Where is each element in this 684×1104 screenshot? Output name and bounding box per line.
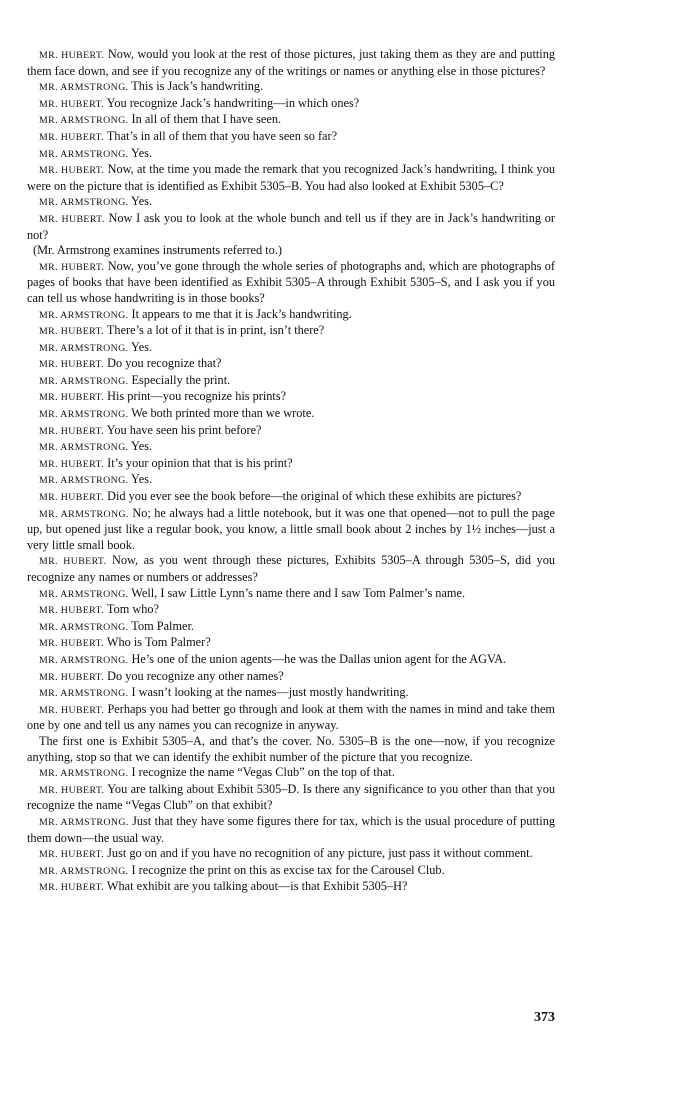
speaker-name: MR. HUBERT.: [39, 458, 105, 470]
speaker-name: MR. HUBERT.: [39, 784, 105, 796]
speaker-name: MR. ARMSTRONG.: [39, 375, 129, 387]
paragraph-text: Tom Palmer.: [128, 618, 194, 633]
transcript-paragraph: [27, 406, 555, 423]
speaker-name: MR. HUBERT.: [39, 50, 105, 61]
transcript-paragraph: [27, 129, 555, 146]
transcript-paragraph: [27, 863, 555, 880]
transcript-paragraph: [27, 553, 555, 585]
speaker-name: MR. ARMSTRONG.: [39, 621, 129, 633]
transcript-paragraph: [27, 782, 555, 814]
transcript-paragraph: [27, 79, 555, 96]
speaker-name: MR. ARMSTRONG.: [39, 82, 129, 94]
speaker-name: MR. HUBERT.: [39, 704, 105, 716]
speaker-name: MR. HUBERT.: [39, 98, 105, 110]
paragraph-text: Well, I saw Little Lynn’s name there and I saw Tom Palmer’s name.: [128, 585, 466, 600]
transcript-paragraph: [27, 96, 555, 113]
transcript-paragraph: [27, 879, 555, 896]
paragraph-text: You have seen his print before?: [104, 422, 262, 437]
speaker-name: MR. ARMSTRONG.: [39, 475, 129, 487]
speaker-name: MR. ARMSTRONG.: [39, 768, 129, 780]
paragraph-text: Especially the print.: [128, 372, 231, 387]
transcript-paragraph: [27, 373, 555, 390]
transcript-paragraph: [27, 489, 555, 506]
speaker-name: MR. HUBERT.: [39, 605, 105, 617]
transcript-paragraph: [27, 602, 555, 619]
paragraph-text: Do you recognize any other names?: [104, 668, 284, 683]
transcript-paragraph: [27, 472, 555, 489]
transcript-paragraph: [27, 340, 555, 357]
paragraph-text: Yes.: [128, 472, 153, 487]
transcript-paragraph: [27, 146, 555, 163]
speaker-name: MR. HUBERT.: [39, 556, 107, 568]
paragraph-text: Yes.: [128, 194, 153, 209]
speaker-name: MR. ARMSTRONG.: [39, 508, 129, 520]
transcript-paragraph: [27, 734, 555, 765]
paragraph-text: Who is Tom Palmer?: [104, 635, 211, 650]
speaker-name: MR. ARMSTRONG.: [39, 342, 129, 354]
transcript-paragraph: [27, 211, 555, 243]
transcript-paragraph: [27, 307, 555, 324]
paragraph-text: Yes.: [128, 145, 153, 160]
paragraph-text: Just go on and if you have no recognition of any picture, just pass it without comment.: [104, 846, 533, 861]
paragraph-text: Tom who?: [104, 602, 159, 617]
paragraph-text: I recognize the print on this as excise tax for the Carousel Club.: [128, 862, 445, 877]
paragraph-text: What exhibit are you talking about—is that Exhibit 5305–H?: [104, 879, 408, 894]
paragraph-text: Perhaps you had better go through and look at them with the names in mind and take them one by one and tell us any names you can recognize in anyway.: [27, 701, 555, 733]
transcript-body: [27, 47, 555, 896]
transcript-paragraph: [27, 323, 555, 340]
transcript-paragraph: [27, 765, 555, 782]
paragraph-text: In all of them that I have seen.: [128, 112, 282, 127]
speaker-name: MR. HUBERT.: [39, 638, 105, 650]
speaker-name: MR. HUBERT.: [39, 213, 105, 225]
paragraph-text: We both printed more than we wrote.: [128, 406, 315, 421]
transcript-paragraph: [27, 423, 555, 440]
paragraph-text: Yes.: [128, 439, 153, 454]
transcript-paragraph: [27, 356, 555, 373]
speaker-name: MR. HUBERT.: [39, 261, 105, 273]
speaker-name: MR. ARMSTRONG.: [39, 654, 129, 666]
paragraph-text: Now, at the time you made the remark that you recognized Jack’s handwriting, I think you were on the picture that is identified as Exhibit 5305–B. You had also looked at Exhibit 5305–C?: [27, 162, 555, 193]
transcript-paragraph: [27, 652, 555, 669]
speaker-name: MR. HUBERT.: [39, 492, 105, 504]
speaker-name: MR. ARMSTRONG.: [39, 115, 129, 127]
paragraph-text: Just that they have some figures there for tax, which is the usual procedure of putting them down—the usual way.: [27, 813, 555, 845]
speaker-name: MR. ARMSTRONG.: [39, 197, 129, 209]
speaker-name: MR. HUBERT.: [39, 392, 105, 404]
paragraph-text: It appears to me that it is Jack’s handwriting.: [128, 306, 352, 321]
transcript-paragraph: [27, 389, 555, 406]
speaker-name: MR. ARMSTRONG.: [39, 865, 129, 877]
speaker-name: MR. HUBERT.: [39, 671, 105, 683]
paragraph-text: You are talking about Exhibit 5305–D. Is there any significance to you other than that you recognize the name “Vegas Club” on that exhibit?: [27, 781, 556, 813]
paragraph-text: There’s a lot of it that is in print, isn’t there?: [104, 323, 325, 338]
speaker-name: MR. ARMSTRONG.: [39, 588, 129, 600]
transcript-paragraph: [27, 635, 555, 652]
speaker-name: MR. ARMSTRONG.: [39, 409, 129, 421]
paragraph-text: Did you ever see the book before—the original of which these exhibits are pictures?: [104, 489, 522, 504]
paragraph-text: The first one is Exhibit 5305–A, and that’s the cover. No. 5305–B is the one—now, if you recognize anything, stop so that we can identify the exhibit number of the picture that you recognize.: [27, 733, 555, 764]
paragraph-text: Now, would you look at the rest of those pictures, just taking them as they are and putting them face down, and see if you recognize any of the writings or names or anything else in those pictures?: [27, 47, 555, 78]
paragraph-text: Now I ask you to look at the whole bunch and tell us if they are in Jack’s handwriting or not?: [27, 210, 555, 242]
transcript-paragraph: [27, 619, 555, 636]
transcript-paragraph: [27, 685, 555, 702]
transcript-paragraph: [27, 112, 555, 129]
paragraph-text: I recognize the name “Vegas Club” on the top of that.: [128, 765, 395, 780]
paragraph-text: His print—you recognize his prints?: [104, 389, 287, 404]
paragraph-text: He’s one of the union agents—he was the Dallas union agent for the AGVA.: [128, 651, 507, 666]
speaker-name: MR. HUBERT.: [39, 849, 105, 861]
transcript-paragraph: [27, 814, 555, 846]
speaker-name: MR. ARMSTRONG.: [39, 816, 129, 828]
speaker-name: MR. HUBERT.: [39, 425, 105, 437]
transcript-paragraph: [27, 846, 555, 863]
paragraph-text: That’s in all of them that you have seen so far?: [104, 128, 338, 143]
transcript-paragraph: [27, 506, 555, 554]
speaker-name: MR. HUBERT.: [39, 326, 105, 338]
paragraph-text: It’s your opinion that that is his print?: [104, 455, 293, 470]
paragraph-text: No; he always had a little notebook, but it was one that opened—not to pull the page up, but opened just like a regular book, you know, a little small book about 2 inches by 1½ inches—just a very little small book.: [27, 505, 555, 552]
paragraph-text: (Mr. Armstrong examines instruments referred to.): [33, 243, 282, 258]
transcript-paragraph: [27, 194, 555, 211]
speaker-name: MR. HUBERT.: [39, 359, 105, 371]
page-number: 373: [534, 1010, 555, 1025]
speaker-name: MR. ARMSTRONG.: [39, 688, 129, 700]
transcript-paragraph: [27, 259, 555, 307]
transcript-paragraph: [27, 456, 555, 473]
speaker-name: MR. HUBERT.: [39, 882, 105, 894]
paragraph-text: Now, as you went through these pictures, Exhibits 5305–A through 5305–S, did you recognize any names or numbers or addresses?: [27, 553, 556, 584]
transcript-paragraph: [27, 702, 555, 734]
transcript-paragraph: [27, 439, 555, 456]
speaker-name: MR. ARMSTRONG.: [39, 148, 129, 160]
paragraph-text: Now, you’ve gone through the whole series of photographs and, which are photographs of pages of books that have been identified as Exhibit 5305–A through Exhibit 5305–S, and I ask you if you can tell us whose handwriting is in those books?: [27, 258, 555, 305]
transcript-paragraph: [27, 669, 555, 686]
transcript-paragraph: [27, 47, 555, 79]
paragraph-text: I wasn’t looking at the names—just mostly handwriting.: [128, 685, 409, 700]
speaker-name: MR. ARMSTRONG.: [39, 309, 129, 321]
paragraph-text: Yes.: [128, 339, 153, 354]
speaker-name: MR. ARMSTRONG.: [39, 442, 129, 454]
transcript-paragraph: [27, 162, 555, 194]
paragraph-text: Do you recognize that?: [104, 356, 222, 371]
stage-direction: [27, 243, 555, 259]
transcript-paragraph: [27, 586, 555, 603]
paragraph-text: You recognize Jack’s handwriting—in which ones?: [104, 95, 360, 110]
speaker-name: MR. HUBERT.: [39, 165, 105, 177]
speaker-name: MR. HUBERT.: [39, 131, 105, 143]
paragraph-text: This is Jack’s handwriting.: [128, 79, 264, 94]
